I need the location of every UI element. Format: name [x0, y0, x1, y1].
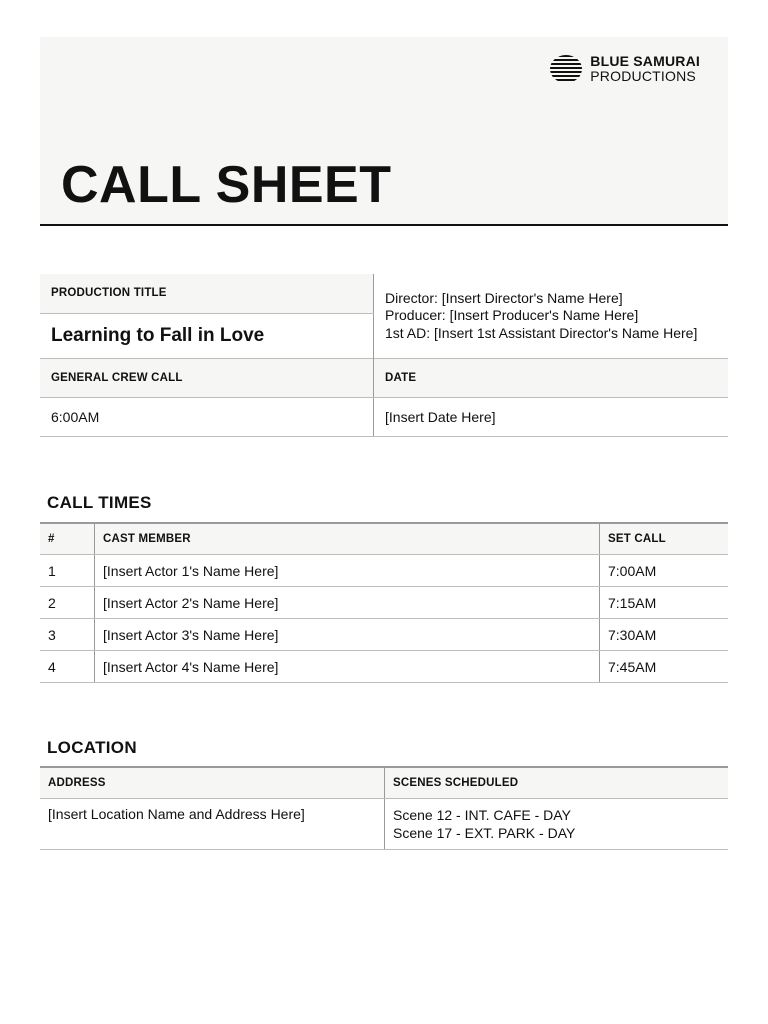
row-number: 2 — [40, 587, 95, 619]
cast-member: [Insert Actor 1's Name Here] — [95, 555, 600, 587]
set-call-time: 7:30AM — [600, 619, 729, 651]
production-credits — [374, 274, 729, 358]
brand-line-2: PRODUCTIONS — [590, 68, 696, 84]
row-number: 4 — [40, 651, 95, 683]
date-value: [Insert Date Here] — [374, 397, 729, 436]
call-times-table — [40, 522, 728, 683]
production-title-value: Learning to Fall in Love — [40, 313, 374, 358]
call-times-heading: CALL TIMES — [47, 493, 152, 512]
director-line: Director: [Insert Director's Name Here] — [385, 289, 623, 306]
location-address: [Insert Location Name and Address Here] — [40, 799, 385, 850]
location-table — [40, 766, 728, 850]
scenes-list — [385, 799, 729, 850]
production-title-label: PRODUCTION TITLE — [40, 274, 374, 313]
table-row — [40, 555, 728, 587]
set-call-time: 7:15AM — [600, 587, 729, 619]
table-row — [40, 587, 728, 619]
page-header — [40, 37, 728, 226]
row-number: 3 — [40, 619, 95, 651]
scene-item: Scene 12 - INT. CAFE - DAY — [393, 807, 571, 823]
crew-call-label: GENERAL CREW CALL — [40, 358, 374, 397]
page-title: CALL SHEET — [61, 156, 392, 214]
col-scenes-scheduled: SCENES SCHEDULED — [385, 767, 729, 799]
table-row — [40, 799, 728, 850]
crew-call-value: 6:00AM — [40, 397, 374, 436]
scene-item: Scene 17 - EXT. PARK - DAY — [393, 825, 576, 841]
table-row — [40, 651, 728, 683]
brand-name — [590, 54, 700, 84]
cast-member: [Insert Actor 2's Name Here] — [95, 587, 600, 619]
col-set-call: SET CALL — [600, 523, 729, 555]
brand-line-1: BLUE SAMURAI — [590, 53, 700, 69]
cast-member: [Insert Actor 3's Name Here] — [95, 619, 600, 651]
col-number: # — [40, 523, 95, 555]
table-row — [40, 619, 728, 651]
date-label: DATE — [374, 358, 729, 397]
col-cast-member: CAST MEMBER — [95, 523, 600, 555]
production-info-table — [40, 274, 728, 437]
producer-line: Producer: [Insert Producer's Name Here] — [385, 307, 639, 323]
striped-globe-icon — [550, 54, 582, 84]
col-address: ADDRESS — [40, 767, 385, 799]
location-heading: LOCATION — [47, 738, 137, 757]
set-call-time: 7:45AM — [600, 651, 729, 683]
first-ad-line: 1st AD: [Insert 1st Assistant Director's Name Here] — [385, 324, 698, 341]
brand-logo — [550, 54, 700, 84]
set-call-time: 7:00AM — [600, 555, 729, 587]
cast-member: [Insert Actor 4's Name Here] — [95, 651, 600, 683]
row-number: 1 — [40, 555, 95, 587]
